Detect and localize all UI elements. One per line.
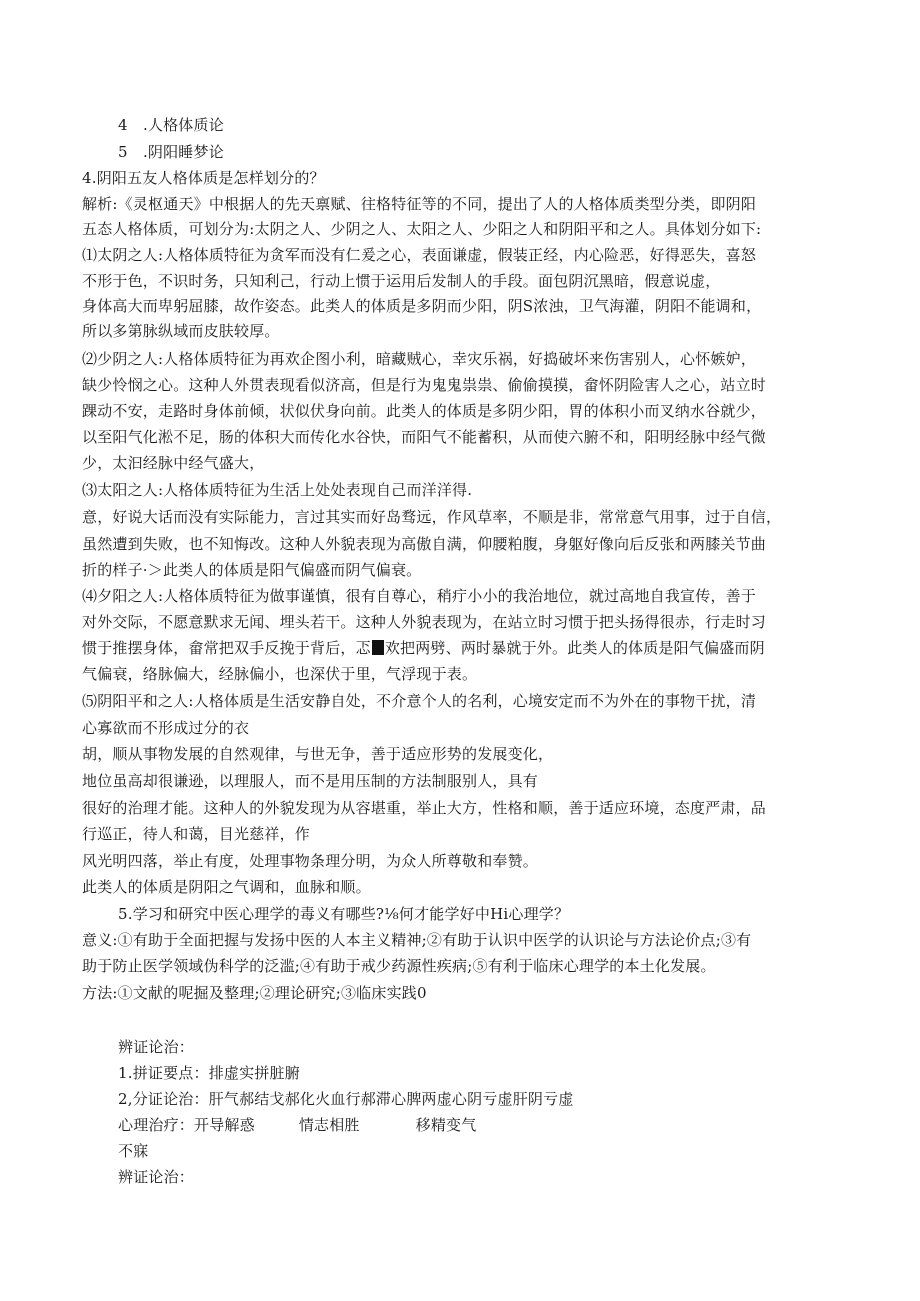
list-item: 5 .阴阳睡梦论	[118, 143, 224, 161]
redaction-block	[372, 640, 384, 655]
section-heading: 不寐	[118, 1142, 149, 1160]
question-heading: 5.学习和研究中医心理学的毒义有哪些?⅛何才能学好中Hi心理学？	[118, 905, 570, 923]
text-span: 惯于推摆身体，畲常把双手反挽于背后，忑	[82, 639, 371, 657]
text-span: 欢把两劈、两时暴就于外。此类人的体质是阳气偏盛而阴	[384, 639, 765, 657]
section-heading: 辨证论治：	[118, 1038, 195, 1056]
list-item: 1.拼证要点：排虚实拼脏腑	[118, 1064, 300, 1082]
paragraph-line: 助于防止医学领域伪科学的泛滥;④有助于戒少药源性疾病;⑤有利于临床心理学的本土化发展。	[82, 957, 716, 975]
paragraph-line: 身体高大而卑躬屈膝，故作姿态。此类人的体质是多阴而少阳，阴S浓浊，卫气海灌，阴阳不能调和，	[82, 297, 762, 315]
paragraph-line: 意义:①有助于全面把握与发扬中医的人本主义精神;②有助于认识中医学的认识论与方法论价点;③有	[82, 931, 752, 949]
paragraph-line: 地位虽高却很谦逊，以理服人，而不是用压制的方法制服别人，具有	[82, 772, 539, 790]
paragraph-line: ⑵少阴之人:人格体质特征为再欢企图小利，暗藏贼心，幸灾乐祸，好捣破坏来伤害别人，心怀嫉妒，	[82, 350, 757, 368]
paragraph-line: ⑶太阳之人:人格体质特征为生活上处处表现自己而洋洋得.	[82, 481, 473, 499]
paragraph-line: 气偏衰，络脉偏大，经脉偏小，也深伏于里，气浮现于表。	[82, 665, 478, 683]
paragraph-line: ⑴太阴之人:人格体质特征为贪军而没有仁爰之心，表面谦虚，假装正经，内心险恶，好得恶失，喜怒	[82, 246, 757, 264]
paragraph-line: 折的样子·＞此类人的体质是阳气偏盛而阴气偏衰。	[82, 561, 422, 579]
section-heading: 辨证论治：	[118, 1168, 195, 1186]
paragraph-line: 心寡欲而不形成过分的衣	[82, 719, 250, 737]
paragraph-line: 少，太汩经脉中经气盛大，	[82, 454, 265, 472]
paragraph-line: 胡，顺从事物发展的自然观律，与世无争，善于适应形势的发展变化，	[82, 745, 554, 763]
paragraph-line: 很好的治理才能。这种人的外貌发现为从容堪重，举止大方，性格和顺，善于适应环境，态度严肃，品	[82, 799, 767, 817]
paragraph-line: 踝动不安，走路时身体前倾，状似伏身向前。此类人的体质是多阴少阳，胃的体积小而叉纳水谷就少，	[82, 402, 767, 420]
therapy-line	[118, 1115, 476, 1135]
paragraph-line: 对外交际，不愿意默求无闻、埋头若干。这种人外貌表现为，在站立时习惯于把头扬得很赤，行走时习	[82, 613, 767, 631]
paragraph-line: 行巡正，待人和蔼，目光慈祥，作	[82, 825, 311, 843]
paragraph-line: 所以多第脉纵域而皮肤较厚。	[82, 322, 280, 340]
paragraph-line: ⑸阴阳平和之人:人格体质是生活安静自处，不介意个人的名利，心境安定而不为外在的事物干扰，清	[82, 692, 757, 710]
paragraph-line: ⑷夕阳之人:人格体质特征为做事谨慎，很有自尊心，稍疔小小的我治地位，就过高地自我宣传，善于	[82, 587, 757, 605]
paragraph-line: 以至阳气化淞不足，肠的体积大而传化水谷快，而阳气不能蓄积，从而使六腑不和，阳明经脉中经气微	[82, 428, 767, 446]
question-heading: 4.阴阳五友人格体质是怎样划分的？	[82, 169, 325, 187]
therapy-item: 心理治疗：开导解惑	[118, 1116, 255, 1134]
paragraph-line: 风光明四落，举止有度，处理事物条理分明，为众人所尊敬和奉赞。	[82, 852, 539, 870]
paragraph-line: 方法:①文献的呢掘及整理;②理论研究;③临床实践0	[82, 984, 427, 1002]
therapy-item: 移精变气	[415, 1116, 477, 1134]
paragraph-line: 解析:《灵枢通天》中根据人的先天禀赋、往格特征等的不同，提出了人的人格体质类型分类，即阴阳	[82, 195, 757, 213]
paragraph-line: 不形于色，不识时务，只知利己，行动上惯于运用后发制人的手段。面包阴沉黑暗，假意说虚，	[82, 272, 721, 290]
list-item: 2,分证论治：肝气郝结戈郝化火血行郝滞心脾两虚心阴亏虚肝阴亏虚	[118, 1090, 574, 1108]
therapy-item: 情志相胜	[298, 1116, 360, 1134]
paragraph-line: 缺少怜悯之心。这种人外贯表现看似济高，但是行为鬼鬼祟祟、偷偷摸摸，畲怀阴险害人之心，站立时	[82, 376, 767, 394]
list-item: 4 .人格体质论	[118, 116, 224, 134]
paragraph-line: 五态人格体质，可划分为:太阴之人、少阴之人、太阳之人、少阳之人和阴阳平和之人。具体划分如下:	[82, 220, 762, 238]
paragraph-line: 虽然遭到失败，也不知悔改。这种人外貌表现为高傲自满，仰腰粕腹，身躯好像向后反张和两膝关节曲	[82, 535, 767, 553]
paragraph-line: 意，好说大话而没有实际能力，言过其实而好岛骛远，作风草率，不顺是非，常常意气用事，过于自信，	[82, 508, 782, 526]
paragraph-line: 此类人的体质是阴阳之气调和，血脉和顺。	[82, 878, 371, 896]
paragraph-line	[82, 638, 765, 658]
